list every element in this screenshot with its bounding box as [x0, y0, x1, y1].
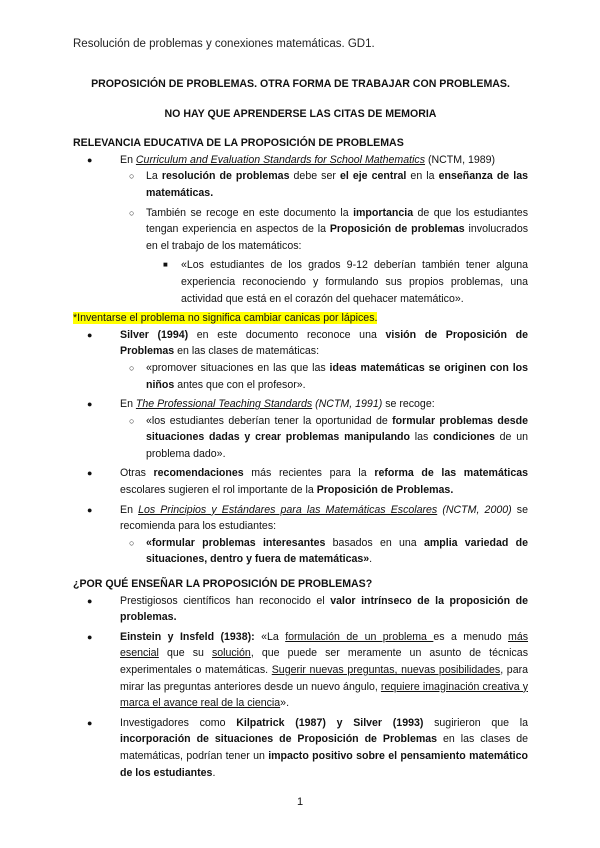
list-item: ○ La resolución de problemas debe ser el eje central en la enseñanza de las matemáticas. [129, 170, 528, 199]
bullet-disc-icon: ● [87, 468, 93, 479]
list-item: ● Otras recomendaciones más recientes para la reforma de las matemáticas escolares sugieren el rol importante de la Proposición de Problemas. [87, 467, 528, 497]
page-number: 1 [296, 796, 304, 808]
bullet-disc-icon: ● [87, 717, 93, 728]
list-item: ● Silver (1994) en este documento reconoce una visión de Proposición de Problemas en las clases de matemáticas: [87, 328, 528, 358]
bullet-circle-icon: ○ [129, 415, 135, 426]
bullet-square-icon: ■ [163, 260, 168, 270]
list-item: ● Investigadores como Kilpatrick (1987) y Silver (1993) sugirieron que la incorporación de situaciones de Proposición de Problemas en las clases de matemáticas, podrían tener un impacto positivo sobre el pensamiento matemático de los estudiantes. [87, 716, 528, 779]
list-item: ○ «los estudiantes deberían tener la oportunidad de formular problemas desde situaciones dadas y crear problemas manipulando las condiciones de un problema dado». [129, 414, 528, 460]
citation-title: Los Principios y Estándares para las Matemáticas Escolares [138, 503, 438, 516]
bullet-disc-icon: ● [87, 595, 93, 606]
section-heading-relevancia: RELEVANCIA EDUCATIVA DE LA PROPOSICIÓN DE PROBLEMAS [73, 137, 404, 150]
highlighted-note: *Inventarse el problema no significa cambiar canicas por lápices. [73, 312, 378, 325]
list-item: ● Prestigiosos científicos han reconocido el valor intrínseco de la proposición de problemas. [87, 594, 528, 624]
list-item: ● En Los Principios y Estándares para las Matemáticas Escolares (NCTM, 2000) se recomienda para los estudiantes: [87, 503, 528, 533]
bullet-circle-icon: ○ [129, 207, 135, 218]
document-title: PROPOSICIÓN DE PROBLEMAS. OTRA FORMA DE TRABAJAR CON PROBLEMAS. [91, 78, 510, 90]
list-item: ○ «promover situaciones en las que las ideas matemáticas se originen con los niños antes que con el profesor». [129, 361, 528, 391]
bullet-disc-icon: ● [87, 329, 93, 340]
bullet-circle-icon: ○ [129, 171, 135, 182]
citation-title: Curriculum and Evaluation Standards for School Mathematics [135, 153, 426, 166]
bullet-disc-icon: ● [87, 504, 93, 515]
bullet-circle-icon: ○ [129, 362, 135, 373]
list-item: ● En The Professional Teaching Standards (NCTM, 1991) se recoge: [73, 396, 528, 413]
list-item: ● Einstein y Insfeld (1938): «La formulación de un problema es a menudo más esencial que su solución, que puede ser meramente un asunto de técnicas experimentales o matemáticas. Sugerir nuevas preguntas, nuevas posibilidades, para mirar las preguntas anteriores desde un nuevo ángulo, requiere imaginación creativa y marca el avance real de la ciencia». [87, 630, 529, 710]
list-item: ○ «formular problemas interesantes basados en una amplia variedad de situaciones, dentro y fuera de matemáticas». [129, 536, 528, 566]
citation-title: The Professional Teaching Standards [135, 398, 313, 411]
page-header: Resolución de problemas y conexiones matemáticas. GD1. [73, 38, 375, 50]
document-subtitle: NO HAY QUE APRENDERSE LAS CITAS DE MEMORIA [164, 107, 437, 120]
bullet-disc-icon: ● [87, 399, 93, 410]
section-heading-por-que: ¿POR QUÉ ENSEÑAR LA PROPOSICIÓN DE PROBLEMAS? [73, 578, 373, 591]
bullet-disc-icon: ● [87, 631, 93, 642]
quote-item: ■ «Los estudiantes de los grados 9-12 deberían también tener alguna experiencia reconociendo y formulando sus propios problemas, una actividad que está en el corazón del quehacer matemático». [163, 259, 528, 305]
list-item: ● En Curriculum and Evaluation Standards for School Mathematics (NCTM, 1989) [73, 152, 528, 169]
page-content [73, 76, 528, 781]
list-item: ○ También se recoge en este documento la importancia de que los estudiantes tengan experiencia en aspectos de la Proposición de problemas involucrados en el trabajo de los matemáticos: [129, 206, 529, 252]
bullet-disc-icon: ● [87, 154, 93, 165]
bullet-circle-icon: ○ [129, 537, 135, 548]
